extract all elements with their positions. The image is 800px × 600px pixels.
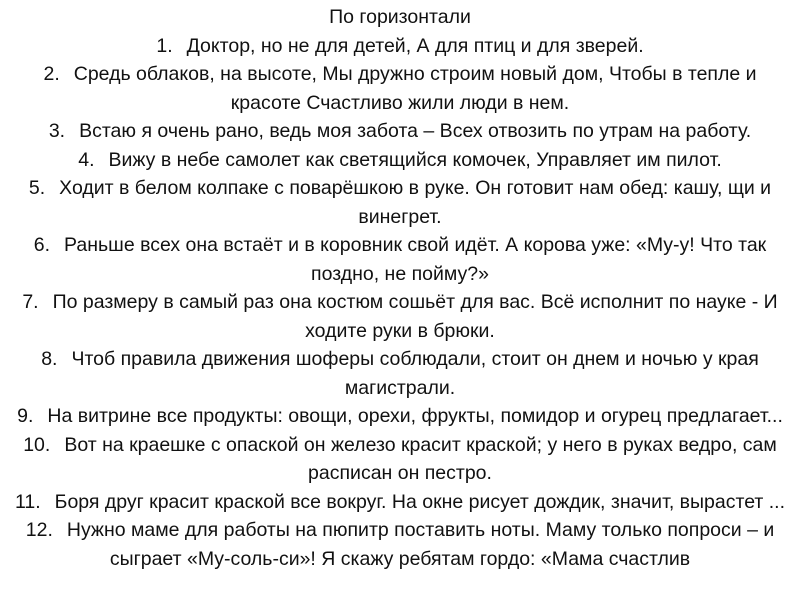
riddle-item-8	[6, 345, 794, 402]
riddle-number: 7.	[22, 291, 39, 313]
riddle-number: 2.	[43, 63, 60, 85]
riddle-text: Раньше всех она встаёт и в коровник свой идёт. А корова уже: «Му-у! Что так поздно, не пойму?»	[64, 234, 767, 285]
riddle-number: 6.	[33, 234, 51, 256]
riddle-item-2	[6, 60, 794, 117]
riddle-item-1	[6, 32, 794, 61]
riddle-number: 11.	[14, 490, 41, 513]
riddle-number: 9.	[17, 405, 34, 427]
riddle-item-7	[6, 288, 794, 345]
riddle-text: Доктор, но не для детей, А для птиц и для зверей.	[186, 34, 644, 57]
riddle-text: Боря друг красит краской все вокруг. На окне рисует дождик, значит, вырастет ...	[54, 490, 786, 513]
riddle-item-12	[6, 516, 794, 573]
riddle-number: 3.	[48, 120, 66, 142]
riddle-text: По размеру в самый раз она костюм сошьёт для вас. Всё исполнит по науке - И ходите руки в брюки.	[52, 291, 778, 342]
riddle-number: 8.	[41, 348, 58, 370]
riddle-number: 12.	[25, 519, 53, 541]
riddle-item-4	[6, 146, 794, 175]
riddle-text: Ходит в белом колпаке с поварёшкою в руке. Он готовит нам обед: кашу, щи и винегрет.	[59, 177, 772, 228]
riddle-item-6	[6, 231, 794, 288]
riddle-text: Вот на краешке с опаской он железо красит краской; у него в руках ведро, сам расписан он пестро.	[64, 433, 777, 484]
section-heading: По горизонтали	[329, 6, 471, 28]
riddle-text: Встаю я очень рано, ведь моя забота – Всех отвозить по утрам на работу.	[79, 120, 752, 142]
riddle-text: На витрине все продукты: овощи, орехи, фрукты, помидор и огурец предлагает...	[47, 405, 783, 427]
riddle-text: Средь облаков, на высоте, Мы дружно строим новый дом, Чтобы в тепле и красоте Счастливо жили люди в нем.	[73, 63, 757, 114]
riddle-text: Вижу в небе самолет как светящийся комочек, Управляет им пилот.	[108, 148, 722, 171]
riddle-number: 5.	[28, 177, 46, 199]
riddle-item-5	[6, 174, 794, 231]
riddle-item-11	[6, 488, 794, 517]
riddle-text: Нужно маме для работы на пюпитр поставить ноты. Маму только попроси – и сыграет «Му-соль-си»! Я скажу ребятам гордо: «Мама счастлив	[66, 519, 775, 570]
riddle-text: Чтоб правила движения шоферы соблюдали, стоит он днем и ночью у края магистрали.	[71, 348, 759, 399]
riddle-item-3	[6, 117, 794, 146]
riddle-list	[0, 32, 800, 574]
riddle-item-10	[6, 431, 794, 488]
riddle-item-9	[6, 402, 794, 431]
riddle-number: 4.	[78, 148, 95, 171]
riddle-number: 1.	[156, 34, 173, 57]
riddle-number: 10.	[23, 433, 51, 456]
